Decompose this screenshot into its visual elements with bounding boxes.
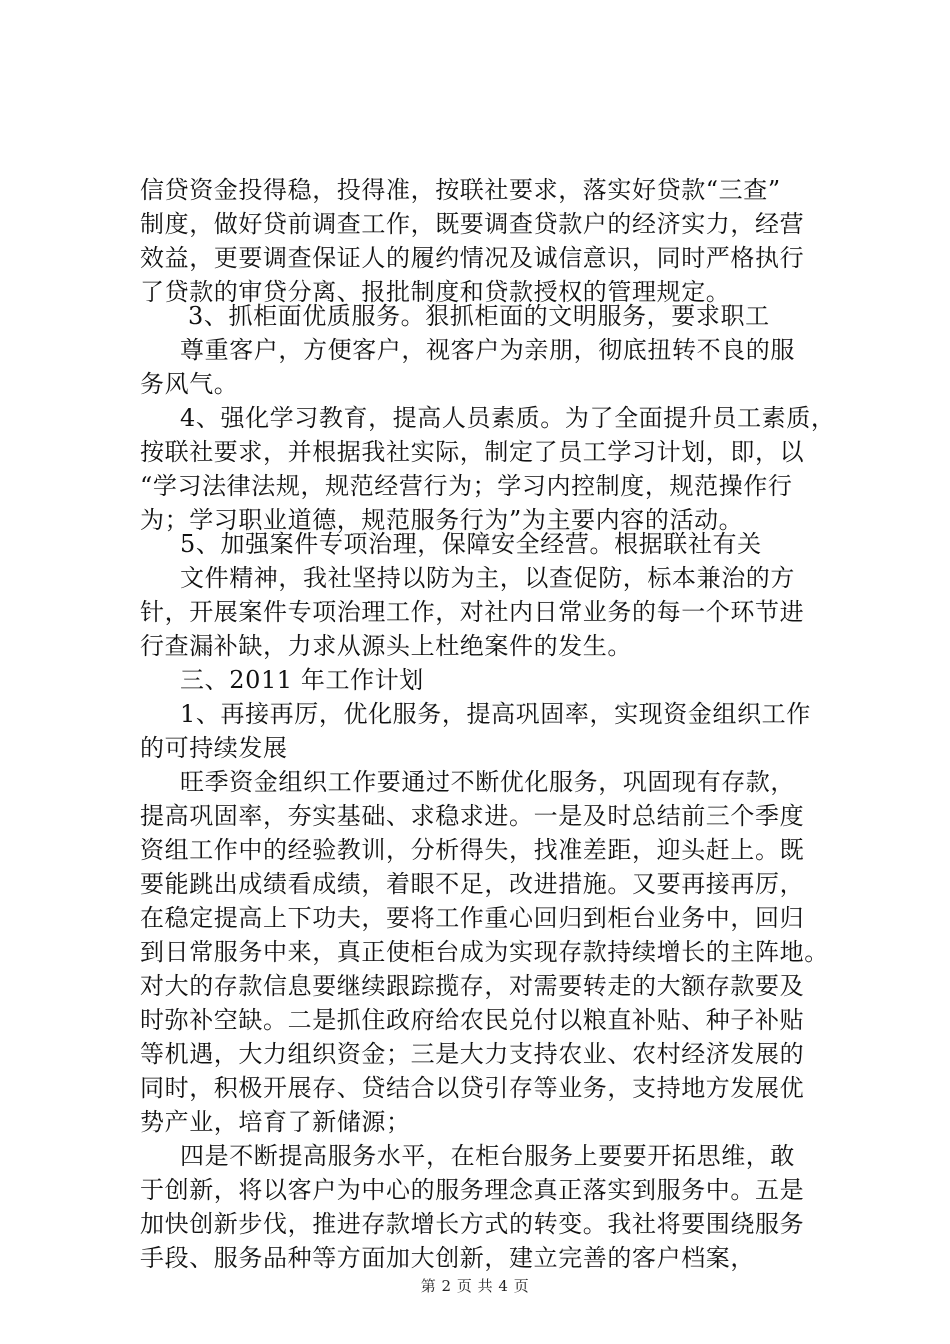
text-line: 按联社要求，并根据我社实际，制定了员工学习计划，即，以 bbox=[140, 438, 805, 466]
text-line: 加快创新步伐，推进存款增长方式的转变。我社将要围绕服务 bbox=[140, 1210, 805, 1238]
text-line: 3、抓柜面优质服务。狠抓柜面的文明服务，要求职工 bbox=[188, 302, 770, 330]
text-line: 到日常服务中来，真正使柜台成为实现存款持续增长的主阵地。 bbox=[140, 938, 829, 966]
text-line: 行查漏补缺，力求从源头上杜绝案件的发生。 bbox=[140, 632, 632, 660]
text-line: 文件精神，我社坚持以防为主，以查促防，标本兼治的方 bbox=[180, 564, 795, 592]
text-line: 要能跳出成绩看成绩，着眼不足，改进措施。又要再接再厉， bbox=[140, 870, 805, 898]
page-number-footer: 第 2 页 共 4 页 bbox=[420, 1277, 530, 1295]
text-line: 5、加强案件专项治理，保障安全经营。根据联社有关 bbox=[180, 530, 762, 558]
text-line: 旺季资金组织工作要通过不断优化服务，巩固现有存款， bbox=[180, 768, 795, 796]
text-line: 的可持续发展 bbox=[140, 734, 288, 762]
text-line: 尊重客户，方便客户，视客户为亲朋，彻底扭转不良的服 bbox=[180, 336, 795, 364]
text-line: 务风气。 bbox=[140, 370, 239, 398]
text-line: 同时，积极开展存、贷结合以贷引存等业务，支持地方发展优 bbox=[140, 1074, 805, 1102]
text-line: 针，开展案件专项治理工作，对社内日常业务的每一个环节进 bbox=[140, 598, 805, 626]
text-line: 资组工作中的经验教训，分析得失，找准差距，迎头赶上。既 bbox=[140, 836, 805, 864]
section-heading: 三、2011 年工作计划 bbox=[180, 666, 424, 694]
text-line: 势产业，培育了新储源； bbox=[140, 1108, 411, 1136]
text-line: 时弥补空缺。二是抓住政府给农民兑付以粮直补贴、种子补贴 bbox=[140, 1006, 805, 1034]
text-line: 信贷资金投得稳，投得准，按联社要求，落实好贷款“三查” bbox=[140, 176, 781, 204]
text-line: 为；学习职业道德，规范服务行为”为主要内容的活动。 bbox=[140, 506, 744, 534]
text-line: 4、强化学习教育，提高人员素质。为了全面提升员工素质， bbox=[180, 404, 836, 432]
text-line: 效益，更要调查保证人的履约情况及诚信意识，同时严格执行 bbox=[140, 244, 805, 272]
text-line: 等机遇，大力组织资金；三是大力支持农业、农村经济发展的 bbox=[140, 1040, 805, 1068]
text-line: 提高巩固率，夯实基础、求稳求进。一是及时总结前三个季度 bbox=[140, 802, 805, 830]
text-line: 对大的存款信息要继续跟踪揽存，对需要转走的大额存款要及 bbox=[140, 972, 805, 1000]
text-line: 四是不断提高服务水平，在柜台服务上要要开拓思维，敢 bbox=[180, 1142, 795, 1170]
text-line: 手段、服务品种等方面加大创新，建立完善的客户档案， bbox=[140, 1244, 755, 1272]
text-line: 制度，做好贷前调查工作，既要调查贷款户的经济实力，经营 bbox=[140, 210, 805, 238]
text-line: 在稳定提高上下功夫，要将工作重心回归到柜台业务中，回归 bbox=[140, 904, 805, 932]
text-line: 了贷款的审贷分离、报批制度和贷款授权的管理规定。 bbox=[140, 278, 731, 306]
text-line: 1、再接再厉，优化服务，提高巩固率，实现资金组织工作 bbox=[180, 700, 811, 728]
text-line: “学习法律法规，规范经营行为；学习内控制度，规范操作行 bbox=[140, 472, 793, 500]
text-line: 于创新，将以客户为中心的服务理念真正落实到服务中。五是 bbox=[140, 1176, 805, 1204]
